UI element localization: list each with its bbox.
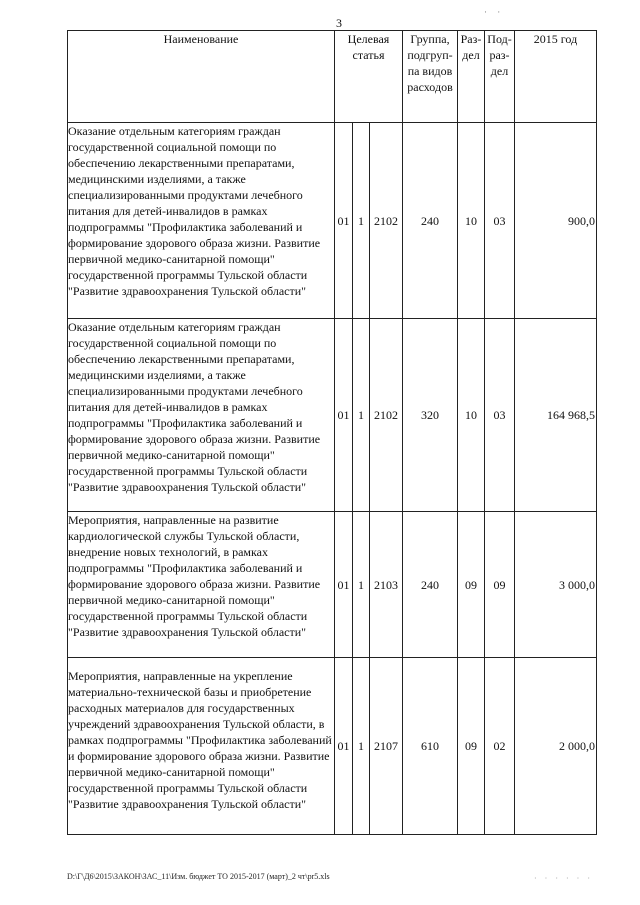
header-section <box>458 31 485 123</box>
header-section-line: Раз- <box>460 32 482 46</box>
row-expense-group: 240 <box>403 512 458 658</box>
file-path-footer: D:\Г\Д6\2015\ЗАКОН\ЗАС_11\Изм. бюджет ТО 2015-2017 (март)_2 чт\pr5.xls <box>67 872 330 881</box>
row-subprogram-code: 1 <box>353 319 370 512</box>
table-row <box>68 512 597 658</box>
row-expense-group: 320 <box>403 319 458 512</box>
row-expense-group: 240 <box>403 123 458 319</box>
scan-mark: · · · · · · <box>534 874 593 883</box>
table-row <box>68 658 597 835</box>
budget-table <box>67 30 597 835</box>
header-group-line: подгруп- <box>407 48 453 62</box>
header-group-line: расходов <box>407 80 453 94</box>
row-amount: 2 000,0 <box>515 658 597 835</box>
header-name: Наименование <box>68 31 335 123</box>
row-article-code: 2102 <box>370 123 403 319</box>
header-subsection <box>485 31 515 123</box>
table-row <box>68 319 597 512</box>
header-subsection-line: Под- <box>487 32 512 46</box>
row-name: Мероприятия, направленные на развитие кардиологической службы Тульской области, внедрение новых технологий, в рамках подпрограммы "Профилактика заболеваний и формирование здорового образа жизни. Развитие первичной медико-санитарной помощи" государственной программы Тульской области "Развитие здравоохранения Тульской области" <box>68 512 335 658</box>
row-amount: 3 000,0 <box>515 512 597 658</box>
row-amount: 900,0 <box>515 123 597 319</box>
row-section: 09 <box>458 512 485 658</box>
row-name: Мероприятия, направленные на укрепление материально-технической базы и приобретение расходных материалов для государственных учреждений здравоохранения Тульской области, в рамках подпрограммы "Профилактика заболеваний и формирование здорового образа жизни. Развитие первичной медико-санитарной помощи" государственной программы Тульской области "Развитие здравоохранения Тульской области" <box>68 658 335 835</box>
row-subprogram-code: 1 <box>353 123 370 319</box>
header-target-article <box>335 31 403 123</box>
row-program-code: 01 <box>335 123 353 319</box>
row-subsection: 09 <box>485 512 515 658</box>
row-program-code: 01 <box>335 319 353 512</box>
row-expense-group: 610 <box>403 658 458 835</box>
header-subsection-line: раз- <box>489 48 510 62</box>
header-subsection-line: дел <box>490 64 509 78</box>
row-section: 10 <box>458 123 485 319</box>
row-subprogram-code: 1 <box>353 512 370 658</box>
header-year: 2015 год <box>515 31 597 123</box>
row-subsection: 02 <box>485 658 515 835</box>
row-subsection: 03 <box>485 319 515 512</box>
row-section: 10 <box>458 319 485 512</box>
header-target-article-line1: Целевая <box>347 32 390 46</box>
scan-mark: · · <box>484 7 505 17</box>
row-name: Оказание отдельным категориям граждан государственной социальной помощи по обеспечению лекарственными препаратами, медицинскими изделиями, а также специализированными продуктами лечебного питания для детей-инвалидов в рамках подпрограммы "Профилактика заболеваний и формирование здорового образа жизни. Развитие первичной медико-санитарной помощи" государственной программы Тульской области "Развитие здравоохранения Тульской области" <box>68 319 335 512</box>
row-amount: 164 968,5 <box>515 319 597 512</box>
table-row <box>68 123 597 319</box>
page-number: 3 <box>336 16 342 30</box>
row-article-code: 2103 <box>370 512 403 658</box>
row-name: Оказание отдельным категориям граждан государственной социальной помощи по обеспечению лекарственными препаратами, медицинскими изделиями, а также специализированными продуктами лечебного питания для детей-инвалидов в рамках подпрограммы "Профилактика заболеваний и формирование здорового образа жизни. Развитие первичной медико-санитарной помощи" государственной программы Тульской области "Развитие здравоохранения Тульской области" <box>68 123 335 319</box>
row-subsection: 03 <box>485 123 515 319</box>
row-article-code: 2102 <box>370 319 403 512</box>
row-article-code: 2107 <box>370 658 403 835</box>
header-expense-group <box>403 31 458 123</box>
table-header <box>68 31 597 123</box>
header-group-line: па видов <box>407 64 453 78</box>
row-subprogram-code: 1 <box>353 658 370 835</box>
row-program-code: 01 <box>335 512 353 658</box>
row-section: 09 <box>458 658 485 835</box>
header-section-line: дел <box>462 48 480 62</box>
header-target-article-line2: статья <box>352 48 385 62</box>
header-group-line: Группа, <box>410 32 450 46</box>
row-program-code: 01 <box>335 658 353 835</box>
